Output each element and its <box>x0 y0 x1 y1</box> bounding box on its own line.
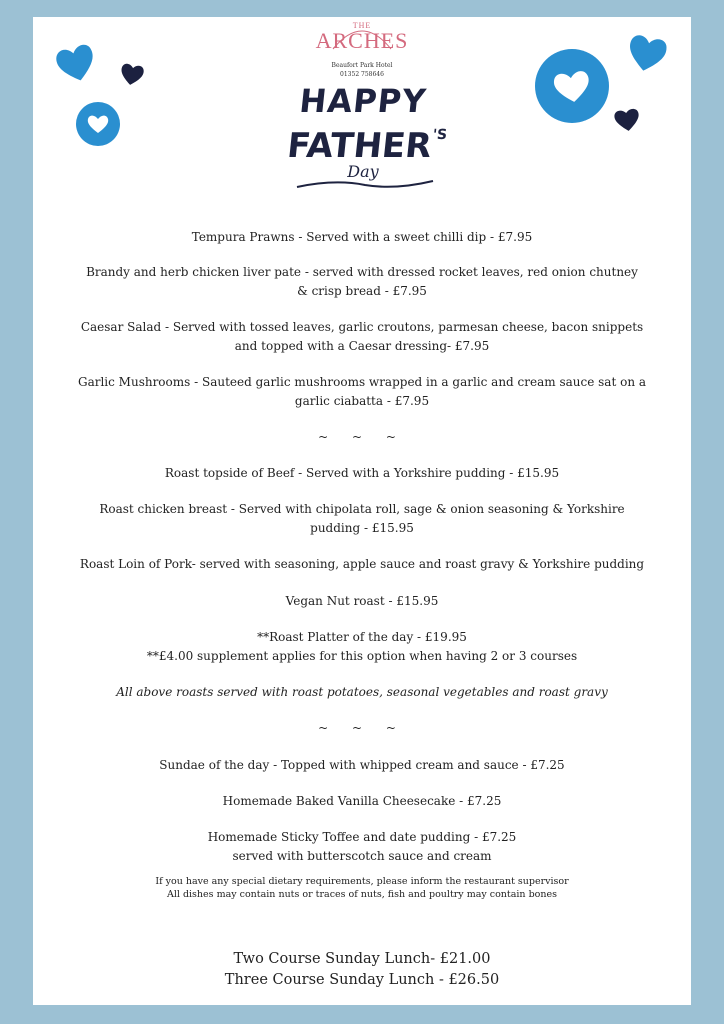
allergy-notice: All dishes may contain nuts or traces of nuts, fish and poultry may contain bones <box>166 889 557 900</box>
title-swash-icon <box>295 177 435 191</box>
title-fathers <box>285 117 448 166</box>
menu-item-line: Sundae of the day - Topped with whipped cream and sauce - £7.25 <box>159 758 565 772</box>
menu-item-line: Homemade Baked Vanilla Cheesecake - £7.25 <box>222 794 502 808</box>
logo-name: ARCHES <box>315 28 409 53</box>
hotel-name: Beaufort Park Hotel <box>331 62 393 69</box>
roast-note: All above roasts served with roast potatoes, seasonal vegetables and roast gravy <box>116 685 608 699</box>
title-day: Day <box>347 162 379 181</box>
separator: ~ ~ ~ <box>318 721 406 735</box>
price-three-course: Three Course Sunday Lunch - £26.50 <box>224 972 500 988</box>
menu-item-line: Roast chicken breast - Served with chipolata roll, sage & onion seasoning & Yorkshire <box>99 502 625 516</box>
menu-item-line: served with butterscotch sauce and cream <box>232 849 492 863</box>
menu-item-line: **£4.00 supplement applies for this option when having 2 or 3 courses <box>146 649 578 663</box>
menu-item-line: and topped with a Caesar dressing- £7.95 <box>234 339 490 353</box>
heart-circle-icon <box>534 48 610 124</box>
menu-item-line: Tempura Prawns - Served with a sweet chilli dip - £7.95 <box>191 230 533 244</box>
separator: ~ ~ ~ <box>318 430 406 444</box>
hotel-phone: 01352 758646 <box>340 71 384 78</box>
menu-item-line: Brandy and herb chicken liver pate - served with dressed rocket leaves, red onion chutney <box>86 265 638 279</box>
menu-item-line: Vegan Nut roast - £15.95 <box>285 594 439 608</box>
logo <box>33 21 691 52</box>
heart-icon <box>613 105 641 133</box>
logo-the: THE <box>352 21 372 30</box>
menu-item-line: Homemade Sticky Toffee and date pudding - £7.25 <box>207 830 517 844</box>
dietary-notice: If you have any special dietary requirements, please inform the restaurant supervisor <box>155 876 569 887</box>
menu-item-line: Garlic Mushrooms - Sauteed garlic mushrooms wrapped in a garlic and cream sauce sat on a <box>77 375 647 389</box>
title-s: 'S <box>431 127 448 143</box>
title-happy: HAPPY <box>297 82 429 120</box>
menu-item-line: & crisp bread - £7.95 <box>297 284 427 298</box>
menu-item-line: Roast Loin of Pork- served with seasoning, apple sauce and roast gravy & Yorkshire pudding <box>79 557 645 571</box>
menu-item-line: Caesar Salad - Served with tossed leaves, garlic croutons, parmesan cheese, bacon snippets <box>80 320 644 334</box>
menu-item-line: **Roast Platter of the day - £19.95 <box>257 630 467 644</box>
menu-item-line: garlic ciabatta - £7.95 <box>294 394 430 408</box>
hotel-info <box>33 61 691 79</box>
price-two-course: Two Course Sunday Lunch- £21.00 <box>233 951 491 967</box>
heart-circle-icon <box>75 101 121 147</box>
menu-item-line: Roast topside of Beef - Served with a Yorkshire pudding - £15.95 <box>164 466 560 480</box>
menu-page <box>33 17 691 1005</box>
menu-item-line: pudding - £15.95 <box>310 521 414 535</box>
title-fathers-word: FATHER <box>285 126 434 166</box>
